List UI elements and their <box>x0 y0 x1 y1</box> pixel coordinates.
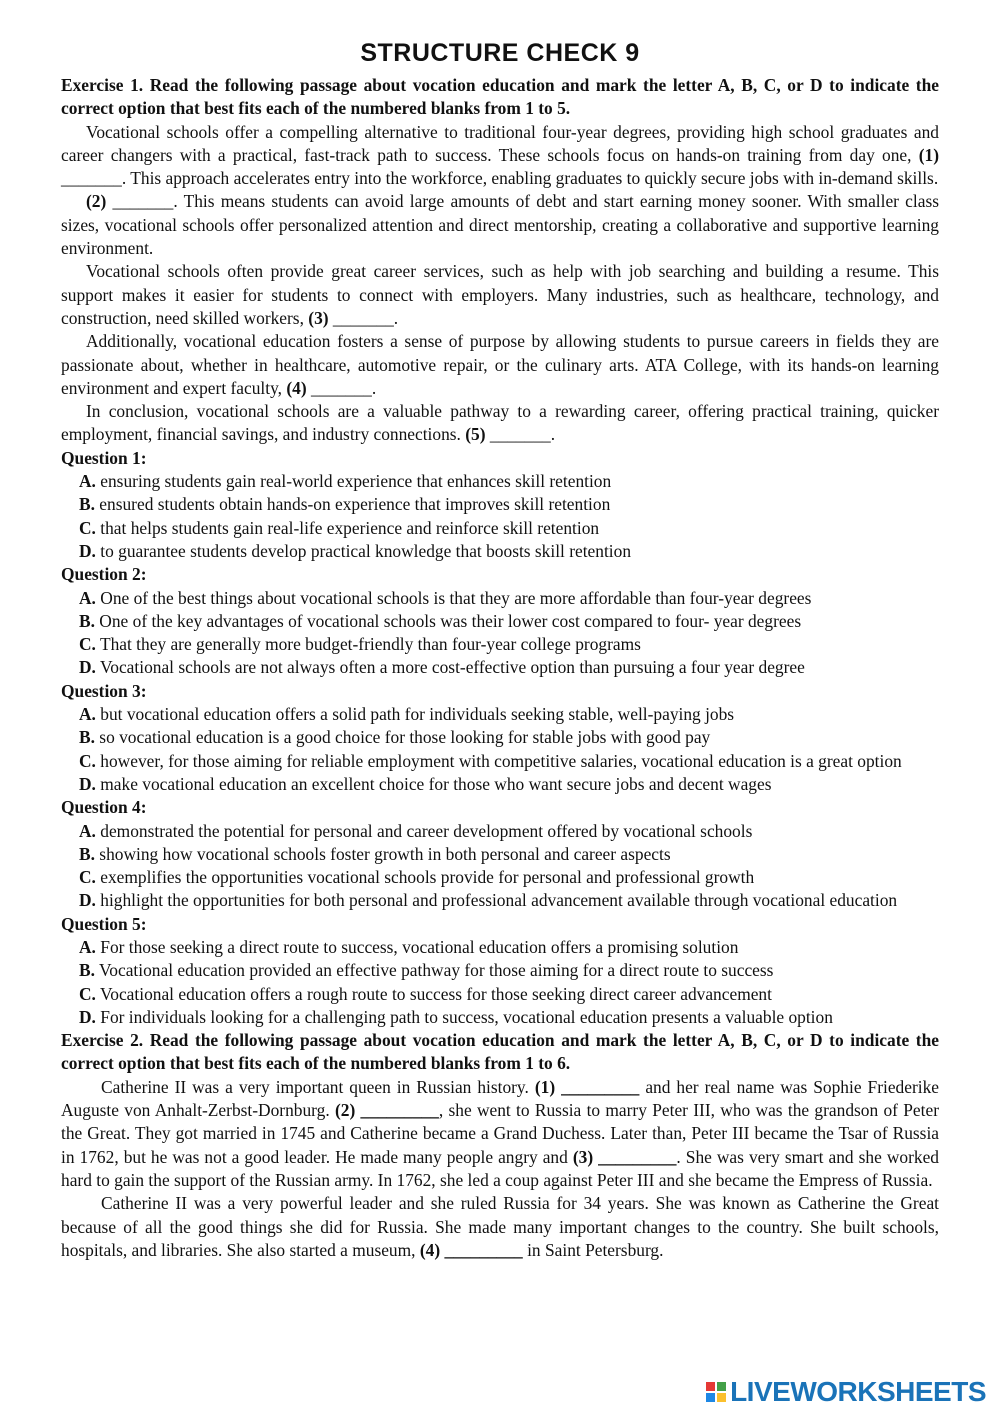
ex1-paragraph-2 <box>61 190 939 260</box>
logo-square <box>717 1382 726 1391</box>
option-a[interactable] <box>61 820 939 843</box>
option-letter: D. <box>79 773 96 794</box>
question-block <box>61 680 939 796</box>
option-letter: A. <box>79 471 96 492</box>
ex1-paragraph-4 <box>61 330 939 400</box>
option-text: That they are generally more budget-friendly than four-year college programs <box>95 634 641 655</box>
option-text: showing how vocational schools foster growth in both personal and career aspects <box>94 843 671 864</box>
text: _______. <box>306 377 377 398</box>
question-label: Question 3: <box>61 680 147 701</box>
option-letter: C. <box>79 517 96 538</box>
option-b[interactable] <box>61 610 939 633</box>
option-text: highlight the opportunities for both personal and professional advancement available through vocational education <box>95 890 898 911</box>
worksheet-page <box>61 38 939 1262</box>
blank-3[interactable]: (3) <box>308 307 329 328</box>
blank-3[interactable]: (3) _________ <box>572 1146 677 1167</box>
option-c[interactable] <box>61 983 939 1006</box>
ex1-paragraph-5 <box>61 400 939 447</box>
option-b[interactable] <box>61 959 939 982</box>
option-letter: C. <box>79 867 96 888</box>
option-letter: D. <box>79 657 96 678</box>
blank-4[interactable]: (4) <box>286 377 307 398</box>
option-text: however, for those aiming for reliable employment with competitive salaries, vocational education is a great option <box>95 750 902 771</box>
blank-1[interactable]: (1) _________ <box>534 1076 640 1097</box>
logo-square <box>717 1393 726 1402</box>
text: , she went to Russia to marry Peter III, who was the grandson of Peter the Great. They got married in 1745 and Catherine became a Grand Duchess. Later than, Peter III became the Tsar of Russia in 1762, but he was not a good leader. He made many people angry and <box>61 1100 939 1167</box>
option-letter: D. <box>79 1006 96 1027</box>
option-letter: A. <box>79 820 96 841</box>
logo-text: LIVEWORKSHEETS <box>730 1376 986 1407</box>
option-letter: B. <box>79 610 95 631</box>
blank-2[interactable]: (2) <box>86 191 107 212</box>
option-b[interactable] <box>61 493 939 516</box>
option-text: make vocational education an excellent choice for those who want secure jobs and decent wages <box>95 773 772 794</box>
blank-1[interactable]: (1) <box>918 144 939 165</box>
option-letter: B. <box>79 960 95 981</box>
ex1-paragraph-3 <box>61 260 939 330</box>
option-text: exemplifies the opportunities vocational schools provide for personal and professional growth <box>95 867 755 888</box>
option-text: Vocational schools are not always often a more cost-effective option than pursuing a four year degree <box>95 657 805 678</box>
ex2-paragraph-2 <box>61 1192 939 1262</box>
text: _______. This means students can avoid large amounts of debt and start earning money sooner. With smaller class sizes, vocational schools offer personalized attention and direct mentorship, creating a collaborative and supportive learning environment. <box>61 191 939 259</box>
text: . She was very smart and she worked hard to gain the support of the Russian army. In 1762, she led a coup against Peter III and she became the Empress of Russia. <box>61 1146 939 1190</box>
option-text: For individuals looking for a challenging path to success, vocational education presents a valuable option <box>95 1006 833 1027</box>
option-d[interactable] <box>61 889 939 912</box>
text: Vocational schools offer a compelling alternative to traditional four-year degrees, providing high school graduates and career changers with a practical, fast-track path to success. These schools focus on hands-on training from day one, <box>61 121 939 165</box>
logo-square <box>706 1393 715 1402</box>
text: _______. <box>485 424 556 445</box>
option-a[interactable] <box>61 936 939 959</box>
text: Catherine II was a very important queen in Russian history. <box>101 1076 535 1097</box>
option-letter: D. <box>79 890 96 911</box>
option-c[interactable] <box>61 750 939 773</box>
blank-4[interactable]: (4) _________ <box>419 1239 523 1260</box>
text: In conclusion, vocational schools are a valuable pathway to a rewarding career, offering practical training, quicker employment, financial savings, and industry connections. <box>61 401 939 445</box>
option-letter: D. <box>79 540 96 561</box>
text: Catherine II was a very powerful leader and she ruled Russia for 34 years. She was known as Catherine the Great because of all the good things she did for Russia. She made many important changes to the country. She built schools, hospitals, and libraries. She also started a museum, <box>61 1193 939 1260</box>
option-text: ensured students obtain hands-on experience that improves skill retention <box>94 494 611 515</box>
logo-mark-icon <box>706 1382 726 1402</box>
option-text: ensuring students gain real-world experience that enhances skill retention <box>95 471 612 492</box>
question-block <box>61 796 939 912</box>
option-text: demonstrated the potential for personal and career development offered by vocational schools <box>95 820 753 841</box>
option-letter: C. <box>79 634 96 655</box>
text: Additionally, vocational education fosters a sense of purpose by allowing students to pursue careers in fields they are passionate about, whether in healthcare, automotive repair, or the culinary arts. ATA College, with its hands-on learning environment and expert faculty, <box>61 331 939 398</box>
option-text: so vocational education is a good choice for those looking for stable jobs with good pay <box>94 727 711 748</box>
option-letter: A. <box>79 587 96 608</box>
option-text: but vocational education offers a solid path for individuals seeking stable, well-paying jobs <box>95 704 735 725</box>
exercise1-instruction: Exercise 1. Read the following passage about vocation education and mark the letter A, B, C, or D to indicate the correct option that best fits each of the numbered blanks from 1 to 5. <box>61 75 939 119</box>
option-text: Vocational education offers a rough route to success for those seeking direct career advancement <box>95 983 772 1004</box>
question-label: Question 1: <box>61 447 147 468</box>
option-c[interactable] <box>61 866 939 889</box>
option-letter: C. <box>79 750 96 771</box>
option-text: One of the best things about vocational schools is that they are more affordable than four-year degrees <box>95 587 812 608</box>
option-a[interactable] <box>61 470 939 493</box>
option-text: Vocational education provided an effective pathway for those aiming for a direct route to success <box>94 960 774 981</box>
blank-2[interactable]: (2) _________ <box>334 1100 439 1121</box>
option-letter: B. <box>79 843 95 864</box>
option-letter: A. <box>79 936 96 957</box>
questions <box>61 447 939 1029</box>
ex2-paragraph-1 <box>61 1076 939 1192</box>
option-c[interactable] <box>61 633 939 656</box>
ex1-paragraph-1 <box>61 121 939 191</box>
text: Vocational schools often provide great career services, such as help with job searching and building a resume. This support makes it easier for students to connect with employers. Many industries, such as healthcare, technology, and construction, need skilled workers, <box>61 261 939 328</box>
option-a[interactable] <box>61 587 939 610</box>
text: in Saint Petersburg. <box>522 1239 664 1260</box>
option-text: One of the key advantages of vocational schools was their lower cost compared to four- year degrees <box>94 610 802 631</box>
exercise2-instruction: Exercise 2. Read the following passage about vocation education and mark the letter A, B, C, or D to indicate the correct option that best fits each of the numbered blanks from 1 to 6. <box>61 1030 939 1074</box>
option-b[interactable] <box>61 843 939 866</box>
option-text: to guarantee students develop practical knowledge that boosts skill retention <box>95 540 632 561</box>
logo-square <box>706 1382 715 1391</box>
option-letter: A. <box>79 704 96 725</box>
option-text: that helps students gain real-life experience and reinforce skill retention <box>95 517 600 538</box>
question-block <box>61 447 939 563</box>
question-label: Question 5: <box>61 913 147 934</box>
question-block <box>61 563 939 679</box>
option-c[interactable] <box>61 517 939 540</box>
option-d[interactable] <box>61 656 939 679</box>
option-b[interactable] <box>61 726 939 749</box>
option-d[interactable] <box>61 540 939 563</box>
option-d[interactable] <box>61 773 939 796</box>
option-a[interactable] <box>61 703 939 726</box>
option-letter: C. <box>79 983 96 1004</box>
question-block <box>61 913 939 1029</box>
page-title: STRUCTURE CHECK 9 <box>360 39 640 67</box>
option-d[interactable] <box>61 1006 939 1029</box>
option-letter: B. <box>79 494 95 515</box>
liveworksheets-logo <box>706 1375 986 1409</box>
option-text: For those seeking a direct route to success, vocational education offers a promising solution <box>95 936 739 957</box>
option-letter: B. <box>79 727 95 748</box>
text: _______. <box>328 307 399 328</box>
text: _______. This approach accelerates entry into the workforce, enabling graduates to quickly secure jobs with in-demand skills. <box>61 168 939 189</box>
question-label: Question 4: <box>61 797 147 818</box>
question-label: Question 2: <box>61 564 147 585</box>
blank-5[interactable]: (5) <box>465 424 486 445</box>
text: and her real name was Sophie Friederike Auguste von Anhalt-Zerbst-Dornburg. <box>61 1076 939 1121</box>
